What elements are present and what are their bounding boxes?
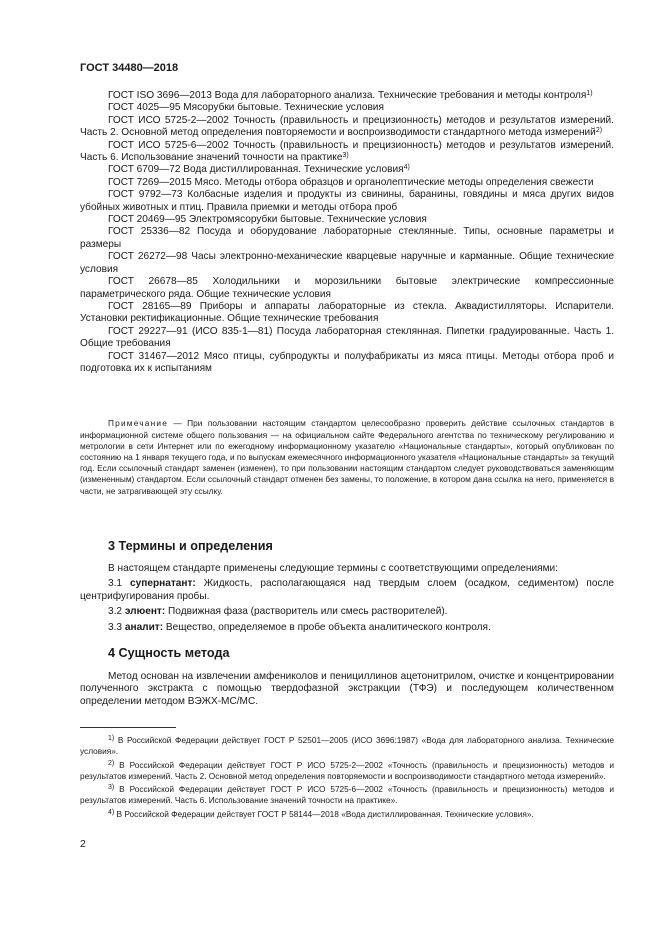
note-text: — При пользовании настоящим стандартом целесообразно проверить действие ссылочных стандартов в информационной системе общего пользования — на официальном сайте Федерального агентства по техническому регулированию и метрологии в сети Интернет или по ежегодному информационному указателю «Национальные стандарты», который опубликован по состоянию на 1 января текущего года, и по выпускам ежемесячного информационного указателя «Национальные стандарты» за текущий год. Если ссылочный стандарт заменен (изменен), то при пользовании настоящим стандартом следует руководствоваться заменяющим (измененным) стандартом. Если ссылочный стандарт отменен без замены, то положение, в котором дана ссылка на него, применяется в части, не затрагивающей эту ссылку. [80,418,614,496]
footnote-marker: 2) [595,127,603,135]
reference-item: ГОСТ 7269—2015 Мясо. Методы отбора образцов и органолептические методы определения свежести [108,176,594,188]
reference-item: ГОСТ 31467—2012 Мясо птицы, субпродукты и полуфабрикаты из мяса птицы. Методы отбора проб и подготовка их к испытаниям [80,350,614,374]
term-definition: 3.3 аналит: Вещество, определяемое в пробе объекта аналитического контроля. [108,621,491,633]
reference-item: ГОСТ 9792—73 Колбасные изделия и продукты из свинины, баранины, говядины и мяса других видов убойных животных и птиц. Правила приемки и методы отбора проб [80,189,614,213]
reference-item: ГОСТ 6709—72 Вода дистиллированная. Технические условия$^{4)}$ [108,164,410,176]
reference-item: ГОСТ ISO 3696—2013 Вода для лабораторного анализа. Технические требования и методы контроля$^{1)}$ [108,90,593,101]
footnote-marker: 4) [403,164,410,172]
term-definition: 3.1 супернатант: Жидкость, располагающаяся над твердым слоем (осадком, седиментом) после центрифугирования пробы. [80,578,615,602]
section-3-title: 3 Термины и определения [108,539,273,553]
reference-item: ГОСТ 29227—91 (ИСО 835-1—81) Посуда лабораторная стеклянная. Пипетки градуированные. Часть 1. Общие требования [80,325,614,350]
section-4-title: 4 Сущность метода [108,646,230,660]
reference-item: ГОСТ 26678—85 Холодильники и морозильники бытовые электрические компрессионные параметрического ряда. Общие технические условия [80,276,614,300]
footnote: $^{2)}$ В Российской Федерации действует ГОСТ Р ИСО 5725-2—2002 «Точность (правильность и прецизионность) методов и результатов измерений. Часть 2. Основной метод определения повторяемости и воспроизводимости стандартного метода измерений». [80,759,614,781]
section-3-body [80,563,614,637]
footnote-marker: 1) [586,90,593,97]
reference-item: ГОСТ 26272—98 Часы электронно-механические кварцевые наручные и карманные. Общие технические условия [80,251,614,275]
section-4-text: Метод основан на извлечении амфениколов и пенициллинов ацетонитрилом, очистке и концентрировании полученного экстракта с помощью твердофазной экстракции (ТФЭ) и последующем количественном определении методом ВЭЖХ-МС/МС. [80,671,614,707]
term-name: элюент: [124,606,166,618]
reference-item: ГОСТ 20469—95 Электромясорубки бытовые. Технические условия [108,214,427,226]
term-name: аналит: [124,621,164,633]
footnote-marker: 3) [342,152,349,160]
reference-item: ГОСТ 28165—89 Приборы и аппараты лабораторные из стекла. Аквадистилляторы. Испарители. Установки ректификационные. Общие технические требования [80,300,614,325]
footnote-mark: 3) [108,784,115,792]
footnote: $^{3)}$ В Российской Федерации действует ГОСТ Р ИСО 5725-6—2002 «Точность (правильность и прецизионность) методов и результатов измерений. Часть 6. Использование значений точности на практике». [80,784,614,806]
footnote-divider [80,727,176,728]
references-note [80,418,614,496]
document-code-header: ГОСТ 34480—2018 [80,62,179,74]
section-4-body [80,671,614,708]
reference-item: ГОСТ 4025—95 Мясорубки бытовые. Технические условия [108,102,384,114]
page-number: 2 [80,838,86,850]
section-3-intro: В настоящем стандарте применены следующие термины с соответствующими определениями: [108,563,558,574]
footnote-mark: 1) [108,735,115,742]
footnote: $^{4)}$ В Российской Федерации действует ГОСТ Р 58144—2018 «Вода дистиллированная. Технические условия». [108,808,534,819]
footnote: $^{1)}$ В Российской Федерации действует ГОСТ Р 52501—2005 (ИСО 3696:1987) «Вода для лабораторного анализа. Технические условия». [80,735,614,757]
note-label: Примечание [108,418,169,429]
term-definition: 3.2 элюент: Подвижная фаза (растворитель или смесь растворителей). [108,606,448,618]
reference-item: ГОСТ 25336—82 Посуда и оборудование лабораторные стеклянные. Типы, основные параметры и размеры [80,226,614,250]
footnote-mark: 2) [108,759,115,767]
reference-item: ГОСТ ИСО 5725-2—2002 Точность (правильность и прецизионность) методов и результатов измерений. Часть 2. Основной метод определения повторяемости и воспроизводимости стандартного метода измерений$^{2)}$ [80,114,614,139]
footnotes [80,735,614,822]
footnote-mark: 4) [108,808,115,816]
term-name: супернатант: [130,578,196,590]
normative-references-list [80,90,614,375]
reference-item: ГОСТ ИСО 5725-6—2002 Точность (правильность и прецизионность) методов и результатов измерений. Часть 6. Использование значений точности на практике$^{3)}$ [80,139,614,164]
